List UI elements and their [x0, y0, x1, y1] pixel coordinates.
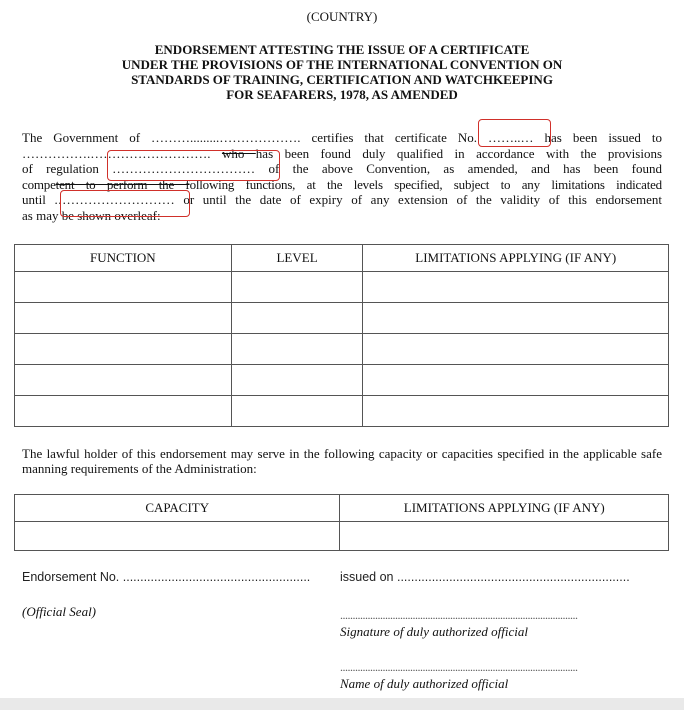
table-row — [15, 334, 669, 365]
level-cell[interactable] — [231, 303, 363, 334]
limitations-cell[interactable] — [363, 334, 669, 365]
until-date-field[interactable]: ……………………… — [57, 192, 184, 207]
limitations-cell[interactable] — [363, 303, 669, 334]
document-title — [0, 42, 684, 102]
functions-table — [14, 244, 669, 427]
regulation-field[interactable]: …………………………… — [112, 161, 269, 176]
endorsement-number-field[interactable]: Endorsement No. ...................................................... — [22, 570, 311, 584]
text-segment: has been found duly qualified in accordance with the provisions — [255, 145, 663, 161]
column-header-level: LEVEL — [231, 245, 363, 272]
column-header-limitations: LIMITATIONS APPLYING (IF ANY) — [340, 495, 669, 522]
signature-caption: Signature of duly authorized official — [340, 624, 529, 639]
column-header-capacity: CAPACITY — [15, 495, 340, 522]
capacity-cell[interactable] — [15, 522, 340, 551]
capacity-table — [14, 494, 669, 551]
struck-text: who — [221, 145, 256, 161]
text-segment: compe — [22, 176, 56, 192]
bottom-bar — [0, 698, 684, 710]
country-heading: (COUNTRY) — [306, 9, 378, 24]
capacity-table-header — [15, 495, 669, 522]
para1-line-1 — [22, 130, 662, 146]
function-cell[interactable] — [15, 303, 232, 334]
text-segment: has been issued to — [544, 130, 663, 145]
official-seal-label: (Official Seal) — [22, 604, 97, 619]
holder-name-field[interactable]: ………………………. — [90, 145, 222, 161]
function-cell[interactable] — [15, 334, 232, 365]
text-segment: The Government of ……….........………………. certifies that certificate No — [22, 130, 474, 145]
column-header-function: FUNCTION — [15, 245, 232, 272]
title-line-1: ENDORSEMENT ATTESTING THE ISSUE OF A CERTIFICATE — [154, 42, 530, 57]
limitations-cell[interactable] — [363, 272, 669, 303]
signature-line[interactable]: ............................................................................................... — [340, 608, 578, 622]
text-segment: of the above Convention, as amended, and has been found — [268, 161, 662, 176]
level-cell[interactable] — [231, 272, 363, 303]
function-cell[interactable] — [15, 272, 232, 303]
table-row — [15, 522, 669, 551]
limitations-cell[interactable] — [340, 522, 669, 551]
holder-name-field-lead[interactable]: ……………. — [22, 145, 91, 161]
level-cell[interactable] — [231, 334, 363, 365]
table-row — [15, 396, 669, 427]
table-row — [15, 303, 669, 334]
text-segment: ollowing functions, at the levels specified, subject to any limitations indicated — [189, 176, 662, 192]
name-caption: Name of duly authorized official — [340, 676, 509, 691]
para1-line-6: as may be shown overleaf: — [22, 207, 161, 223]
issued-on-field[interactable]: issued on ................................................................... — [340, 570, 630, 584]
level-cell[interactable] — [231, 396, 363, 427]
title-line-2: UNDER THE PROVISIONS OF THE INTERNATIONAL CONVENTION ON — [121, 57, 563, 72]
text-segment: or until the date of expiry of any extension of the validity of this endorsement — [183, 192, 663, 207]
struck-text: tent to perform the f — [55, 176, 190, 192]
capacity-paragraph: The lawful holder of this endorsement may serve in the following capacity or capacities specified in the applicable safe manning requirements of the Administration: — [22, 446, 662, 476]
title-line-3: STANDARDS OF TRAINING, CERTIFICATION AND WATCHKEEPING — [131, 72, 553, 87]
limitations-cell[interactable] — [363, 396, 669, 427]
function-cell[interactable] — [15, 396, 232, 427]
table-row — [15, 272, 669, 303]
highlight-box-holder-name — [107, 150, 280, 181]
text-segment: of regulation — [22, 161, 113, 176]
function-cell[interactable] — [15, 365, 232, 396]
limitations-cell[interactable] — [363, 365, 669, 396]
name-line[interactable]: ............................................................................................... — [340, 660, 578, 674]
column-header-limitations: LIMITATIONS APPLYING (IF ANY) — [363, 245, 669, 272]
highlight-box-certificate-no — [478, 119, 551, 147]
highlight-box-until-date — [57, 190, 190, 217]
functions-table-header — [15, 245, 669, 272]
table-row — [15, 365, 669, 396]
level-cell[interactable] — [231, 365, 363, 396]
text-segment: until . — [22, 192, 58, 207]
certificate-no-field[interactable]: . ……..… — [473, 130, 545, 145]
title-line-4: FOR SEAFARERS, 1978, AS AMENDED — [226, 87, 458, 102]
